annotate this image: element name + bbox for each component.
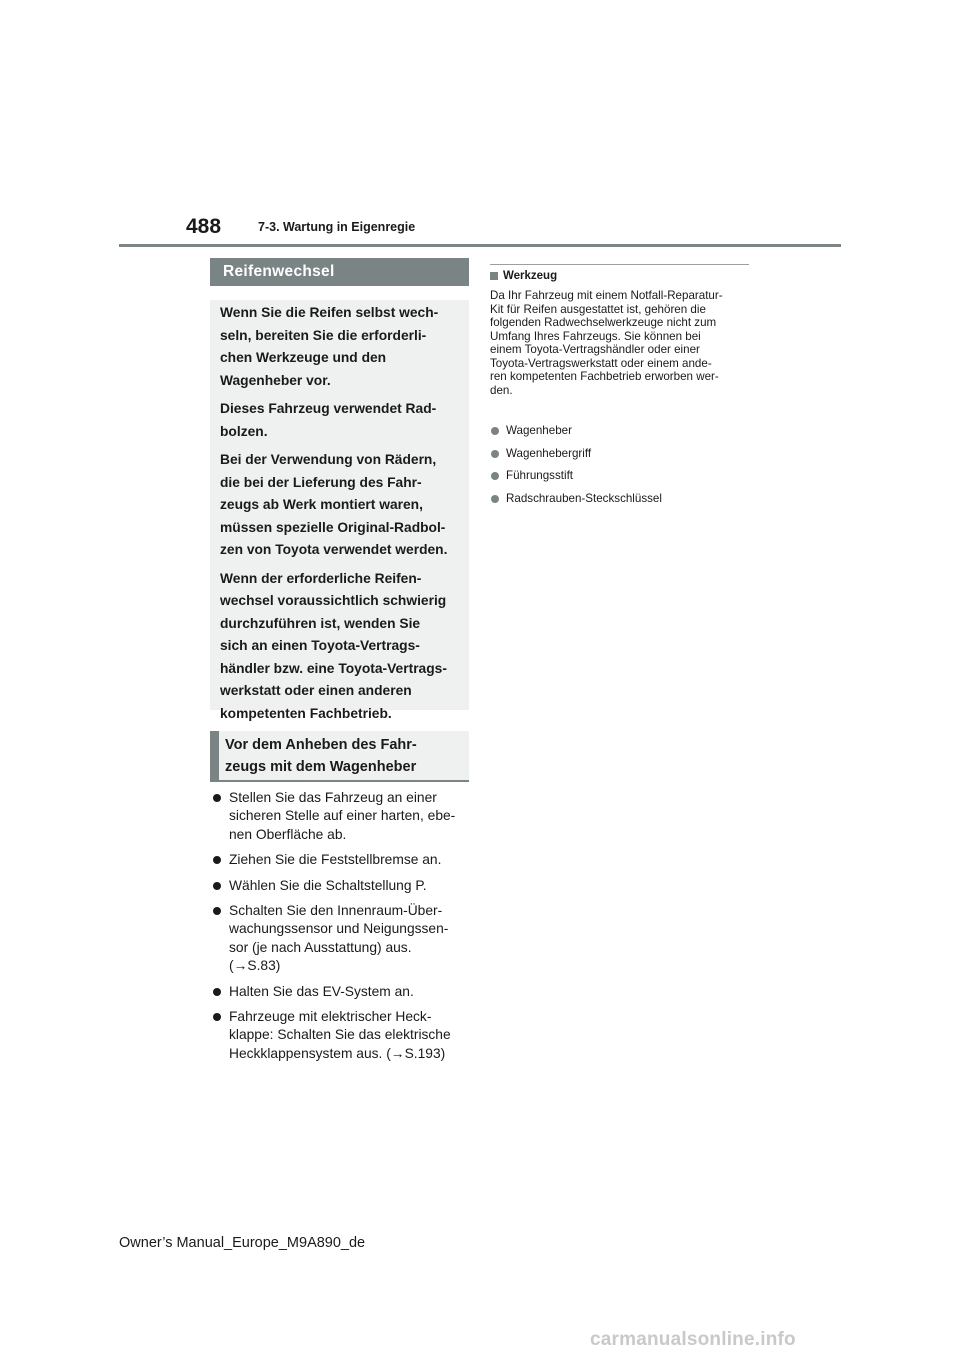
paragraph-line: Kit für Reifen ausgestattet ist, gehören die (490, 302, 706, 316)
paragraph-line: Da Ihr Fahrzeug mit einem Notfall-Reparatur- (490, 289, 723, 302)
gray-square-icon (490, 272, 498, 280)
werkzeug-heading (490, 270, 557, 282)
gray-circle-icon (491, 450, 499, 458)
title-bar: Reifenwechsel (210, 258, 469, 286)
tool-label: Wagenheber (506, 424, 572, 437)
list-item-line: Wählen Sie die Schaltstellung P. (229, 877, 427, 893)
watermark: carmanualsonline.info (590, 1329, 796, 1350)
list-item-line: Ziehen Sie die Feststellbremse an. (229, 852, 442, 868)
intro-line: Wenn der erforderliche Reifen- (220, 570, 422, 586)
werkzeug-paragraph (490, 289, 752, 397)
page-reference-link[interactable]: (→S.83) (229, 958, 281, 974)
intro-line: wechsel voraussichtlich schwierig (220, 593, 447, 608)
intro-paragraph (220, 568, 459, 726)
paragraph-line: den. (490, 383, 513, 397)
intro-line: händler bzw. eine Toyota-Vertrags- (220, 660, 447, 676)
intro-line: die bei der Lieferung des Fahr- (220, 474, 422, 490)
gray-circle-icon (491, 495, 499, 503)
intro-line: bolzen. (220, 423, 268, 439)
black-dot-icon (213, 988, 221, 996)
black-dot-icon (213, 907, 221, 915)
intro-line: werkstatt oder einen anderen (220, 683, 412, 698)
paragraph-line: ren kompetenten Fachbetrieb erworben wer- (490, 370, 719, 383)
list-item-line: sor (je nach Ausstattung) aus. (229, 939, 412, 955)
tool-item (490, 423, 662, 446)
subheading (210, 731, 469, 782)
intro-line: Dieses Fahrzeug verwendet Rad- (220, 401, 437, 416)
werkzeug-heading-text: Werkzeug (503, 270, 558, 282)
black-dot-icon (213, 882, 221, 890)
section-title: 7-3. Wartung in Eigenregie (258, 220, 416, 234)
intro-line: Wenn Sie die Reifen selbst wech- (220, 305, 439, 320)
intro-paragraph (220, 449, 459, 562)
intro-paragraph (220, 398, 459, 443)
intro-box (210, 300, 469, 721)
subheading-line: zeugs mit dem Wagenheber (225, 759, 417, 775)
subheading-line: Vor dem Anheben des Fahr- (225, 737, 417, 753)
list-item-line: Schalten Sie den Innenraum-Über- (229, 903, 443, 919)
list-item (211, 789, 473, 844)
intro-line: chen Werkzeuge und den (220, 350, 387, 365)
intro-line: kompetenten Fachbetrieb. (220, 705, 392, 721)
intro-line: Wagenheber vor. (220, 372, 331, 388)
list-item (211, 851, 473, 869)
tool-label: Wagenhebergriff (506, 446, 592, 460)
intro-line: müssen spezielle Original-Radbol- (220, 519, 446, 535)
right-column-divider (490, 264, 749, 265)
list-item (211, 877, 473, 895)
paragraph-line: einem Toyota-Vertragshändler oder einer (490, 343, 700, 356)
tool-list (490, 423, 662, 513)
page-number: 488 (186, 215, 222, 238)
list-item (211, 983, 473, 1001)
list-item-line: klappe: Schalten Sie das elektrische (229, 1027, 451, 1043)
list-item-line: nen Oberfläche ab. (229, 826, 347, 842)
tool-item (490, 446, 662, 469)
black-dot-icon (213, 856, 221, 864)
tool-label: Führungsstift (506, 469, 574, 482)
intro-line: Bei der Verwendung von Rädern, (220, 452, 437, 467)
precaution-list (211, 789, 473, 1070)
list-item-line: Fahrzeuge mit elektrischer Heck- (229, 1009, 432, 1025)
gray-circle-icon (491, 427, 499, 435)
header-divider (119, 244, 841, 247)
paragraph-line: folgenden Radwechselwerkzeuge nicht zum (490, 316, 717, 329)
list-item (211, 1008, 473, 1063)
list-item-line: sicheren Stelle auf einer harten, ebe- (229, 808, 456, 824)
list-item-line: wachungssensor und Neigungssen- (229, 921, 449, 937)
list-item-line[interactable]: Heckklappensystem aus. (→S.193) (229, 1045, 446, 1061)
list-item (211, 902, 473, 976)
intro-line: durchzuführen ist, wenden Sie (220, 615, 421, 631)
tool-item (490, 468, 662, 491)
tool-item (490, 491, 662, 514)
paragraph-line: Umfang Ihres Fahrzeugs. Sie können bei (490, 329, 701, 343)
intro-line: seln, bereiten Sie die erforderli- (220, 327, 427, 343)
footer-text: Owner’s Manual_Europe_M9A890_de (119, 1235, 366, 1251)
gray-circle-icon (491, 472, 499, 480)
list-item-line: Halten Sie das EV-System an. (229, 983, 414, 999)
paragraph-line: Toyota-Vertragswerkstatt oder einem ande- (490, 356, 712, 370)
intro-line: zeugs ab Werk montiert waren, (220, 497, 423, 512)
black-dot-icon (213, 1013, 221, 1021)
intro-line: sich an einen Toyota-Vertrags- (220, 638, 420, 653)
tool-label: Radschrauben-Steckschlüssel (506, 491, 662, 505)
intro-paragraph (220, 302, 459, 392)
black-dot-icon (213, 794, 221, 802)
intro-line: zen von Toyota verwendet werden. (220, 542, 448, 557)
list-item-line: Stellen Sie das Fahrzeug an einer (229, 790, 437, 805)
